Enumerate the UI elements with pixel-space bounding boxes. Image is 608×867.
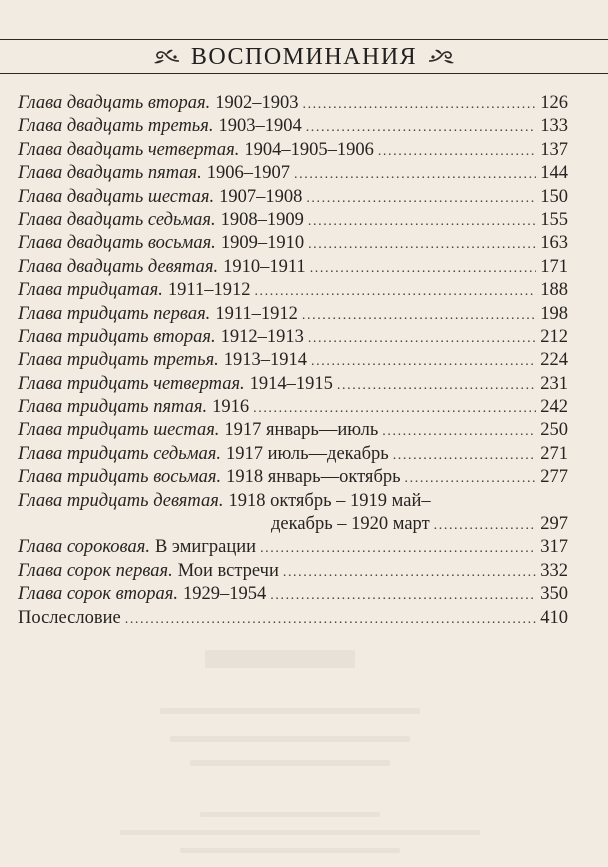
- toc-chapter: Глава тридцать четвертая.: [18, 373, 245, 394]
- toc-years: 1910–1911: [223, 256, 306, 277]
- toc-years: 1917 июль—декабрь: [226, 443, 389, 464]
- toc-entry-40: [18, 536, 568, 559]
- toc-page-number: 126: [540, 93, 568, 113]
- toc-entry-31: [18, 303, 568, 326]
- toc-years: 1918 октябрь – 1919 май–: [228, 490, 431, 511]
- fleuron-right-icon: [427, 46, 457, 68]
- toc-years: 1916: [212, 397, 250, 418]
- dot-leader: [308, 327, 536, 350]
- toc-entry-26: [18, 186, 568, 209]
- toc-page-number: 350: [540, 584, 568, 605]
- toc-afterword-label: Послесловие: [18, 607, 121, 628]
- toc-entry-24: [18, 139, 568, 162]
- dot-leader: [405, 467, 537, 490]
- toc-page-number: 317: [540, 537, 568, 558]
- toc-chapter: Глава тридцать пятая.: [18, 397, 208, 418]
- toc-years: 1904–1905–1906: [244, 139, 374, 160]
- dot-leader: [302, 304, 536, 327]
- toc-page-number: 250: [540, 420, 568, 441]
- dot-leader: [253, 397, 536, 420]
- toc-page-number: 277: [540, 467, 568, 488]
- toc-chapter: Глава тридцать шестая.: [18, 420, 220, 441]
- toc-page-number: 212: [540, 326, 568, 347]
- toc-years: 1903–1904: [218, 116, 302, 137]
- toc-page-number: 271: [540, 443, 568, 464]
- toc-years: В эмиграции: [154, 537, 257, 558]
- toc-page-number: 297: [540, 514, 568, 535]
- toc-page-number: 224: [540, 350, 568, 371]
- toc-chapter: Глава тридцатая.: [18, 280, 163, 301]
- toc-years: 1907–1908: [219, 186, 303, 207]
- toc-page-number: 163: [540, 233, 568, 254]
- toc-entry-36: [18, 419, 568, 442]
- toc-years: 1917 январь—июль: [224, 420, 379, 441]
- toc-chapter: Глава двадцать вторая.: [18, 93, 211, 113]
- toc-page-number: 198: [540, 303, 568, 324]
- show-through-mark: [120, 830, 480, 835]
- toc-entry-32: [18, 326, 568, 349]
- toc-chapter: Глава сороковая.: [18, 537, 150, 558]
- header-rule-bottom: [0, 73, 608, 74]
- toc-entry-42: [18, 583, 568, 606]
- toc-chapter: Глава тридцать девятая.: [18, 490, 224, 511]
- table-of-contents: [18, 92, 568, 630]
- toc-chapter: Глава двадцать шестая.: [18, 186, 215, 207]
- fleuron-left-icon: [151, 46, 181, 68]
- toc-page-number: 332: [540, 560, 568, 581]
- toc-page-number: 242: [540, 397, 568, 418]
- header-title-group: [0, 45, 608, 69]
- toc-chapter: Глава двадцать четвертая.: [18, 139, 240, 160]
- toc-chapter: Глава тридцать третья.: [18, 350, 219, 371]
- toc-entry-28: [18, 232, 568, 255]
- show-through-area: [0, 640, 608, 867]
- toc-chapter: Глава двадцать восьмая.: [18, 233, 216, 254]
- toc-chapter: Глава двадцать девятая.: [18, 256, 219, 277]
- toc-page-number: 188: [540, 280, 568, 301]
- toc-chapter: Глава сорок первая.: [18, 560, 173, 581]
- header-title: ВОСПОМИНАНИЯ: [190, 44, 418, 70]
- toc-page-number: 137: [540, 139, 568, 160]
- show-through-mark: [180, 848, 400, 853]
- toc-entry-33: [18, 349, 568, 372]
- dot-leader: [310, 257, 537, 280]
- toc-chapter: Глава двадцать седьмая.: [18, 209, 216, 230]
- show-through-mark: [200, 812, 380, 817]
- toc-years: декабрь – 1920 март: [271, 514, 430, 535]
- toc-entry-39: [18, 490, 568, 513]
- show-through-mark: [160, 708, 420, 714]
- toc-entry-38: [18, 466, 568, 489]
- dot-leader: [125, 608, 537, 631]
- toc-chapter: Глава двадцать пятая.: [18, 163, 202, 184]
- running-header: [0, 28, 608, 84]
- toc-chapter: Глава тридцать седьмая.: [18, 443, 221, 464]
- dot-leader: [283, 561, 536, 584]
- dot-leader: [308, 210, 536, 233]
- toc-years: 1909–1910: [220, 233, 305, 254]
- dot-leader: [270, 584, 536, 607]
- toc-page-number: 231: [540, 373, 568, 394]
- toc-entry-37: [18, 443, 568, 466]
- toc-entry-27: [18, 209, 568, 232]
- toc-years: 1902–1903: [215, 93, 299, 113]
- toc-page-number: 410: [540, 607, 568, 628]
- toc-entry-41: [18, 560, 568, 583]
- toc-page-number: 144: [540, 163, 568, 184]
- dot-leader: [382, 420, 536, 443]
- toc-page-number: 133: [540, 116, 568, 137]
- dot-leader: [306, 187, 536, 210]
- toc-years: 1912–1913: [220, 326, 304, 347]
- toc-years: 1908–1909: [220, 209, 304, 230]
- toc-entry-23: [18, 115, 568, 138]
- dot-leader: [378, 140, 536, 163]
- toc-page-number: 150: [540, 186, 568, 207]
- toc-entry-35: [18, 396, 568, 419]
- dot-leader: [393, 444, 537, 467]
- toc-page-number: 155: [540, 209, 568, 230]
- toc-chapter: Глава тридцать первая.: [18, 303, 211, 324]
- show-through-mark: [170, 736, 410, 742]
- dot-leader: [254, 280, 536, 303]
- toc-entry-34: [18, 373, 568, 396]
- toc-years: 1918 январь—октябрь: [226, 467, 401, 488]
- dot-leader: [337, 374, 536, 397]
- toc-years: 1906–1907: [206, 163, 291, 184]
- toc-page-number: 171: [540, 256, 568, 277]
- toc-years: 1914–1915: [249, 373, 333, 394]
- toc-entry-39-continued: [18, 513, 568, 536]
- dot-leader: [260, 537, 536, 560]
- toc-entry-25: [18, 162, 568, 185]
- toc-years: 1929–1954: [183, 584, 267, 605]
- dot-leader: [308, 233, 536, 256]
- toc-entry-29: [18, 256, 568, 279]
- toc-chapter: Глава тридцать вторая.: [18, 326, 216, 347]
- toc-chapter: Глава тридцать восьмая.: [18, 467, 222, 488]
- dot-leader: [311, 350, 536, 373]
- header-rule-top: [0, 39, 608, 40]
- dot-leader: [302, 93, 536, 116]
- toc-entry-30: [18, 279, 568, 302]
- toc-years: 1913–1914: [223, 350, 308, 371]
- dot-leader: [306, 116, 537, 139]
- toc-chapter: Глава сорок вторая.: [18, 584, 179, 605]
- show-through-mark: [190, 760, 390, 766]
- toc-entry-22: [18, 92, 568, 115]
- toc-entry-afterword: [18, 607, 568, 630]
- dot-leader: [434, 514, 537, 537]
- show-through-mark: [205, 650, 355, 668]
- toc-years: Мои встречи: [177, 560, 279, 581]
- dot-leader: [294, 163, 536, 186]
- toc-years: 1911–1912: [167, 280, 251, 301]
- toc-chapter: Глава двадцать третья.: [18, 116, 214, 137]
- toc-years: 1911–1912: [215, 303, 298, 324]
